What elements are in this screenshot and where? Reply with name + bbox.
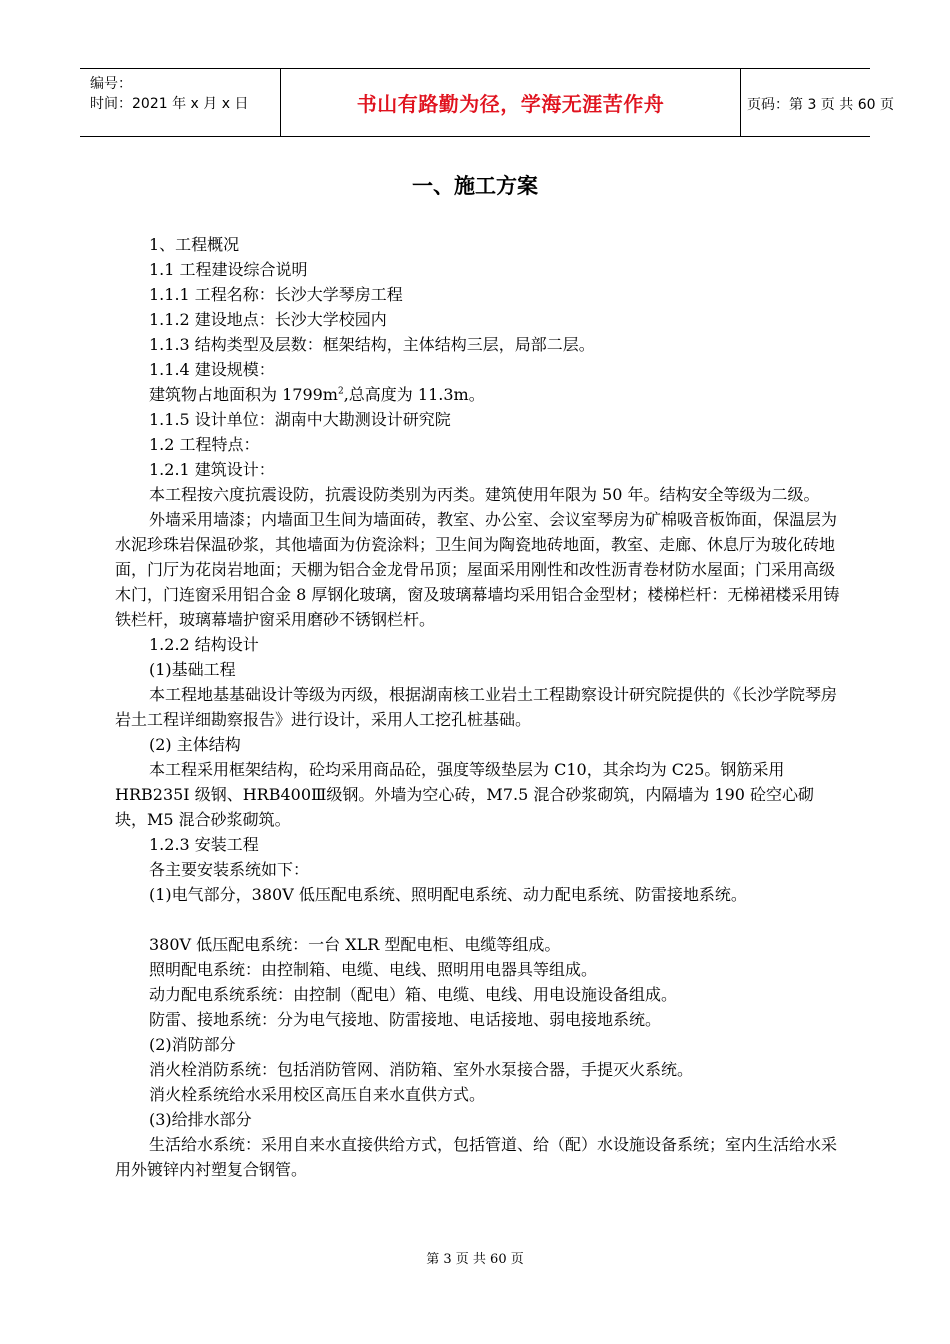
header-motto-cell	[280, 69, 741, 136]
text-line: 380V 低压配电系统：一台 XLR 型配电柜、电缆等组成。	[149, 935, 561, 954]
paragraph: 本工程按六度抗震设防，抗震设防类别为丙类。建筑使用年限为 50 年。结构安全等级为二级。	[149, 485, 820, 504]
motto-text: 书山有路勤为径，学海无涯苦作舟	[356, 92, 665, 116]
text-line: 1.2.1 建筑设计：	[149, 460, 275, 479]
text-line: 1.1.2 建设地点：长沙大学校园内	[149, 310, 387, 329]
text-line: 1.1.3 结构类型及层数：框架结构，主体结构三层，局部二层。	[149, 335, 595, 354]
text-line: (1)基础工程	[149, 660, 236, 679]
text-line: (2) 主体结构	[149, 735, 241, 754]
paragraph: 生活给水系统：采用自来水直接供给方式，包括管道、给（配）水设施设备系统；室内生活给水采用外镀锌内衬塑复合钢管。	[115, 1135, 838, 1179]
paragraph: 本工程采用框架结构，砼均采用商品砼，强度等级垫层为 C10，其余均为 C25。钢筋采用 HRB235Ⅰ 级钢、HRB400Ⅲ级钢。外墙为空心砖，M7.5 混合砂浆砌筑，内隔墙为 190 砼空心砌块，M5 混合砂浆砌筑。	[115, 760, 815, 829]
area-line	[115, 382, 845, 407]
text-line: 1.2.2 结构设计	[149, 635, 259, 654]
text-line: 1.1.5 设计单位：湖南中大勘测设计研究院	[149, 410, 451, 429]
header-page-cell	[741, 69, 894, 136]
text-line: 1.2.3 安装工程	[149, 835, 259, 854]
text-line: 各主要安装系统如下：	[149, 860, 310, 879]
text-line: (1)电气部分，380V 低压配电系统、照明配电系统、动力配电系统、防雷接地系统。	[149, 885, 747, 904]
text-line: 1.1.4 建设规模：	[149, 360, 275, 379]
section-heading: 1、工程概况	[149, 235, 240, 254]
page-footer: 第 3 页 共 60 页	[426, 1252, 524, 1267]
text-line: (3)给排水部分	[149, 1110, 252, 1129]
text-line: 动力配电系统系统：由控制（配电）箱、电缆、电线、用电设施设备组成。	[149, 985, 678, 1004]
area-superscript: 2	[337, 386, 344, 397]
text-line: 消火栓消防系统：包括消防管网、消防箱、室外水泵接合器，手提灭火系统。	[149, 1060, 694, 1079]
height-text: ,总高度为 11.3m。	[343, 385, 485, 404]
paragraph: 本工程地基基础设计等级为丙级，根据湖南核工业岩土工程勘察设计研究院提供的《长沙学院琴房岩土工程详细勘察报告》进行设计，采用人工挖孔桩基础。	[115, 685, 838, 729]
document-body	[115, 232, 845, 1182]
header-info-left	[80, 69, 280, 136]
text-line: 消火栓系统给水采用校区高压自来水直供方式。	[149, 1085, 486, 1104]
subsection-heading: 1.2 工程特点：	[149, 435, 260, 454]
area-text: 建筑物占地面积为 1799m	[149, 385, 338, 404]
text-line: (2)消防部分	[149, 1035, 236, 1054]
text-line: 防雷、接地系统：分为电气接地、防雷接地、电话接地、弱电接地系统。	[149, 1010, 662, 1029]
text-line: 照明配电系统：由控制箱、电缆、电线、照明用电器具等组成。	[149, 960, 598, 979]
paragraph: 外墙采用墙漆；内墙面卫生间为墙面砖，教室、办公室、会议室琴房为矿棉吸音板饰面，保温层为水泥珍珠岩保温砂浆，其他墙面为仿瓷涂料；卫生间为陶瓷地砖地面，教室、走廊、休息厅为玻化砖地面，门厅为花岗岩地面；天棚为铝合金龙骨吊顶；屋面采用刚性和改性沥青卷材防水屋面；门采用高级木门，门连窗采用铝合金 8 厚钢化玻璃，窗及玻璃幕墙均采用铝合金型材；楼梯栏杆：无梯裙楼采用铸铁栏杆，玻璃幕墙护窗采用磨砂不锈钢栏杆。	[115, 510, 840, 629]
blank-line	[115, 907, 845, 932]
page-title: 一、施工方案	[412, 174, 538, 198]
text-line: 1.1.1 工程名称：长沙大学琴房工程	[149, 285, 403, 304]
page-info: 页码：第 3 页 共 60 页	[747, 97, 894, 113]
page-header	[80, 68, 894, 137]
subsection-heading: 1.1 工程建设综合说明	[149, 260, 308, 279]
date-label: 时间：2021 年 x 月 x 日	[90, 96, 249, 112]
number-label: 编号：	[90, 76, 132, 92]
